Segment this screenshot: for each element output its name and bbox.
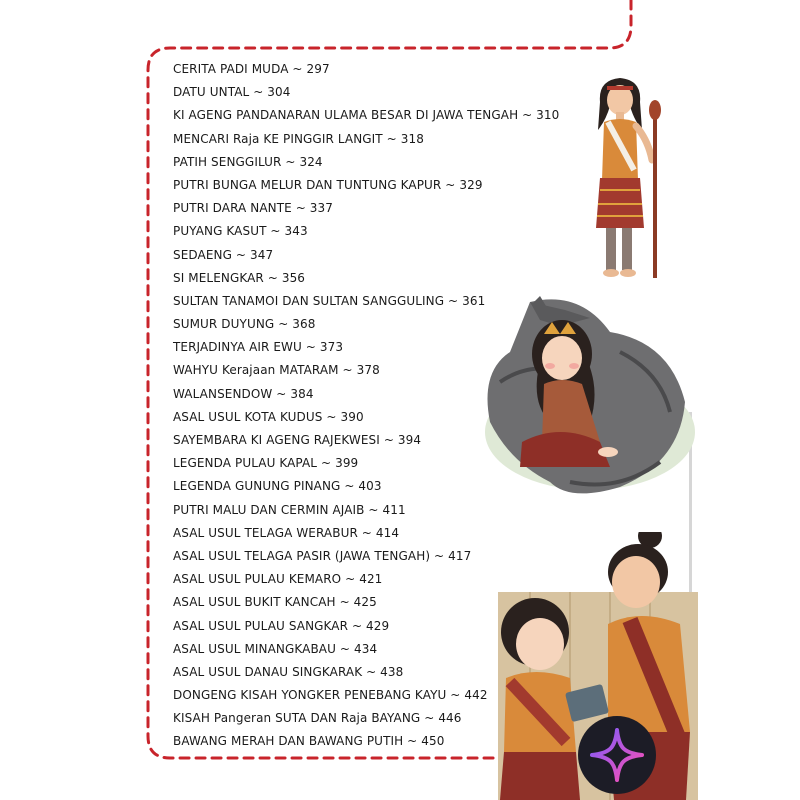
toc-entry: MENCARI Raja KE PINGGIR LANGIT ~ 318 xyxy=(173,131,424,146)
toc-entry: PUYANG KASUT ~ 343 xyxy=(173,224,308,239)
illustration-girl-with-wolf xyxy=(470,292,695,507)
toc-entry: SI MELENGKAR ~ 356 xyxy=(173,270,306,285)
toc-entry: WAHYU Kerajaan MATARAM ~ 378 xyxy=(173,363,380,378)
toc-entry: LEGENDA GUNUNG PINANG ~ 403 xyxy=(173,479,382,494)
toc-entry: PUTRI BUNGA MELUR DAN TUNTUNG KAPUR ~ 329 xyxy=(173,177,483,192)
toc-entry: ASAL USUL TELAGA WERABUR ~ 414 xyxy=(173,525,400,540)
toc-entry: TERJADINYA AIR EWU ~ 373 xyxy=(173,340,344,355)
toc-entry: PUTRI MALU DAN CERMIN AJAIB ~ 411 xyxy=(173,502,406,517)
app-badge[interactable] xyxy=(578,716,656,794)
toc-entry: ASAL USUL MINANGKABAU ~ 434 xyxy=(173,641,378,656)
toc-entry: DONGENG KISAH YONGKER PENEBANG KAYU ~ 442 xyxy=(173,688,488,703)
toc-entry: BAWANG MERAH DAN BAWANG PUTIH ~ 450 xyxy=(173,734,445,749)
toc-entry: ASAL USUL PULAU KEMARO ~ 421 xyxy=(173,572,383,587)
toc-entry: ASAL USUL PULAU SANGKAR ~ 429 xyxy=(173,618,390,633)
toc-entry: CERITA PADI MUDA ~ 297 xyxy=(173,62,330,76)
illustration-woman-with-staff xyxy=(578,70,678,285)
toc-entry: LEGENDA PULAU KAPAL ~ 399 xyxy=(173,456,359,471)
toc-entry: SUMUR DUYUNG ~ 368 xyxy=(173,317,316,332)
toc-entry: PATIH SENGGILUR ~ 324 xyxy=(173,154,323,169)
toc-entry: ASAL USUL KOTA KUDUS ~ 390 xyxy=(173,409,364,424)
toc-entry: SULTAN TANAMOI DAN SULTAN SANGGULING ~ 361 xyxy=(173,293,486,308)
toc-entry: ASAL USUL DANAU SINGKARAK ~ 438 xyxy=(173,664,404,679)
toc-entry: KI AGENG PANDANARAN ULAMA BESAR DI JAWA TENGAH ~ 310 xyxy=(173,108,560,123)
toc-entry: SAYEMBARA KI AGENG RAJEKWESI ~ 394 xyxy=(173,433,422,447)
toc-entry: PUTRI DARA NANTE ~ 337 xyxy=(173,201,334,216)
toc-entry: DATU UNTAL ~ 304 xyxy=(173,85,291,100)
sparkle-star-icon xyxy=(578,716,656,794)
toc-entry: KISAH Pangeran SUTA DAN Raja BAYANG ~ 446 xyxy=(173,711,462,726)
toc-entry: ASAL USUL BUKIT KANCAH ~ 425 xyxy=(173,595,377,610)
toc-entry: WALANSENDOW ~ 384 xyxy=(173,386,314,401)
toc-entry: SEDAENG ~ 347 xyxy=(173,247,274,262)
toc-entry: ASAL USUL TELAGA PASIR (JAWA TENGAH) ~ 417 xyxy=(173,548,472,563)
